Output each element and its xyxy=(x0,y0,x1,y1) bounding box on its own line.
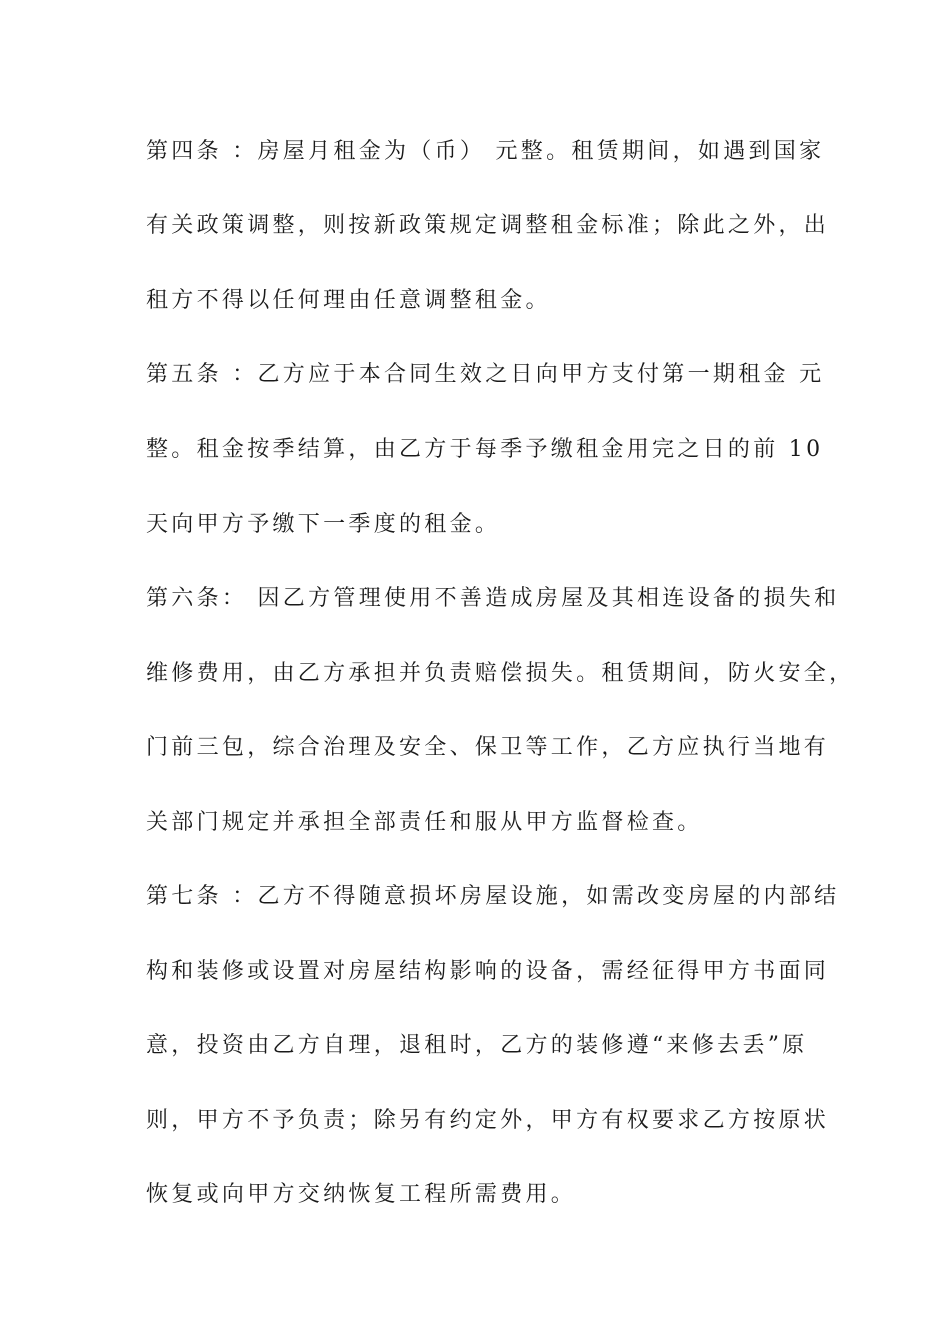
article-5-line-1: 第五条 ：乙方应于本合同生效之日向甲方支付第一期租金 元 xyxy=(146,362,825,387)
article-6-line-4: 关部门规定并承担全部责任和服从甲方监督检查。 xyxy=(146,810,703,835)
article-4-line-3: 租方不得以任何理由任意调整租金。 xyxy=(146,288,551,313)
article-4-line-1: 第四条 ：房屋月租金为（币） 元整。租赁期间，如遇到国家 xyxy=(146,139,825,164)
article-6-line-3: 门前三包，综合治理及安全、保卫等工作，乙方应执行当地有 xyxy=(146,735,830,760)
article-7-line-4: 则，甲方不予负责；除另有约定外，甲方有权要求乙方按原状 xyxy=(146,1108,830,1133)
article-5-line-2: 整。租金按季结算，由乙方于每季予缴租金用完之日的前 10 xyxy=(146,437,824,462)
article-7-line-2: 构和装修或设置对房屋结构影响的设备，需经征得甲方书面同 xyxy=(146,959,830,984)
article-6-line-1: 第六条： 因乙方管理使用不善造成房屋及其相连设备的损失和 xyxy=(146,586,840,611)
article-5-line-3: 天向甲方予缴下一季度的租金。 xyxy=(146,512,501,537)
article-7-line-1: 第七条 ：乙方不得随意损坏房屋设施，如需改变房屋的内部结 xyxy=(146,884,840,909)
article-4-line-2: 有关政策调整，则按新政策规定调整租金标准；除此之外，出 xyxy=(146,213,830,238)
article-6-line-2: 维修费用，由乙方承担并负责赔偿损失。租赁期间，防火安全， xyxy=(146,661,855,686)
article-7-line-3: 意，投资由乙方自理，退租时，乙方的装修遵“来修去丢”原 xyxy=(146,1033,808,1058)
article-7-line-5: 恢复或向甲方交纳恢复工程所需费用。 xyxy=(146,1182,577,1207)
